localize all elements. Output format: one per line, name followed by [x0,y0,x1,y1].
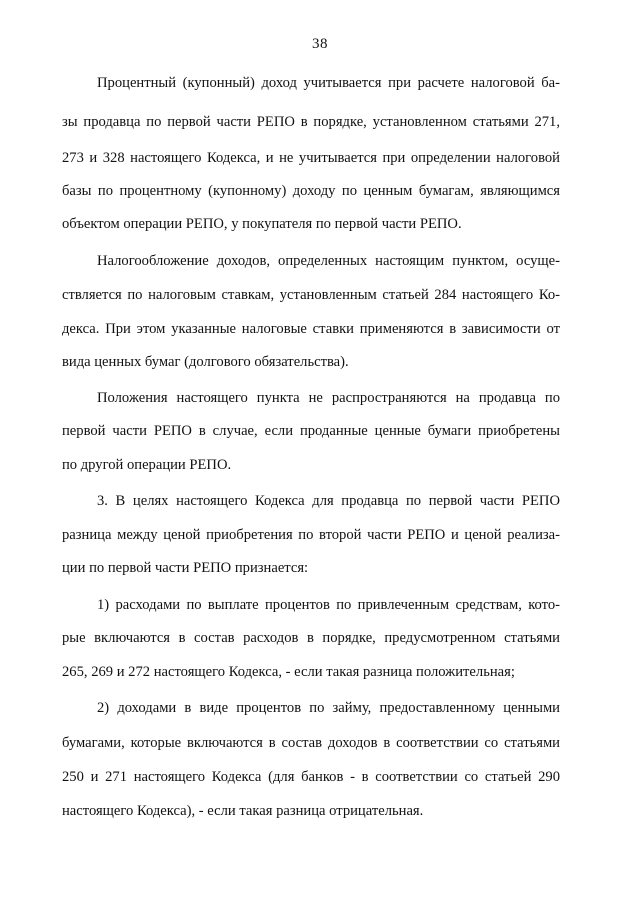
paragraph-5-line-2: рые включаются в состав расходов в порядке, предусмотренном статьями [62,630,560,646]
paragraph-2-line-2: ствляется по налоговым ставкам, установленным статьей 284 настоящего Ко- [62,287,560,303]
paragraph-1-line-2: зы продавца по первой части РЕПО в порядке, установленном статьями 271, [62,114,560,130]
paragraph-5-line-3: 265, 269 и 272 настоящего Кодекса, - если такая разница положительная; [62,664,515,680]
page-number: 38 [312,36,328,52]
paragraph-4-line-3: ции по первой части РЕПО признается: [62,560,309,576]
paragraph-1-line-5: объектом операции РЕПО, у покупателя по первой части РЕПО. [62,216,462,232]
paragraph-3-line-1: Положения настоящего пункта не распространяются на продавца по [97,390,560,406]
paragraph-1-line-4: базы по процентному (купонному) доходу по ценным бумагам, являющимся [62,183,560,199]
paragraph-6-line-4: настоящего Кодекса), - если такая разница отрицательная. [62,803,424,819]
paragraph-1-line-3: 273 и 328 настоящего Кодекса, и не учитывается при определении налоговой [62,150,560,166]
paragraph-4-line-1: 3. В целях настоящего Кодекса для продавца по первой части РЕПО [97,493,560,509]
paragraph-1-line-1: Процентный (купонный) доход учитывается при расчете налоговой ба- [97,75,560,91]
paragraph-3-line-2: первой части РЕПО в случае, если проданные ценные бумаги приобретены [62,423,560,439]
paragraph-6-line-3: 250 и 271 настоящего Кодекса (для банков - в соответствии со статьей 290 [62,769,560,785]
paragraph-4-line-2: разница между ценой приобретения по второй части РЕПО и ценой реализа- [62,527,560,543]
paragraph-3-line-3: по другой операции РЕПО. [62,457,232,473]
paragraph-6-line-1: 2) доходами в виде процентов по займу, предоставленному ценными [97,700,560,716]
paragraph-5-line-1: 1) расходами по выплате процентов по привлеченным средствам, кото- [97,597,560,613]
paragraph-2-line-4: вида ценных бумаг (долгового обязательства). [62,354,349,370]
paragraph-2-line-3: декса. При этом указанные налоговые ставки применяются в зависимости от [62,321,560,337]
paragraph-6-line-2: бумагами, которые включаются в состав доходов в соответствии со статьями [62,735,560,751]
paragraph-2-line-1: Налогообложение доходов, определенных настоящим пунктом, осуще- [97,253,560,269]
